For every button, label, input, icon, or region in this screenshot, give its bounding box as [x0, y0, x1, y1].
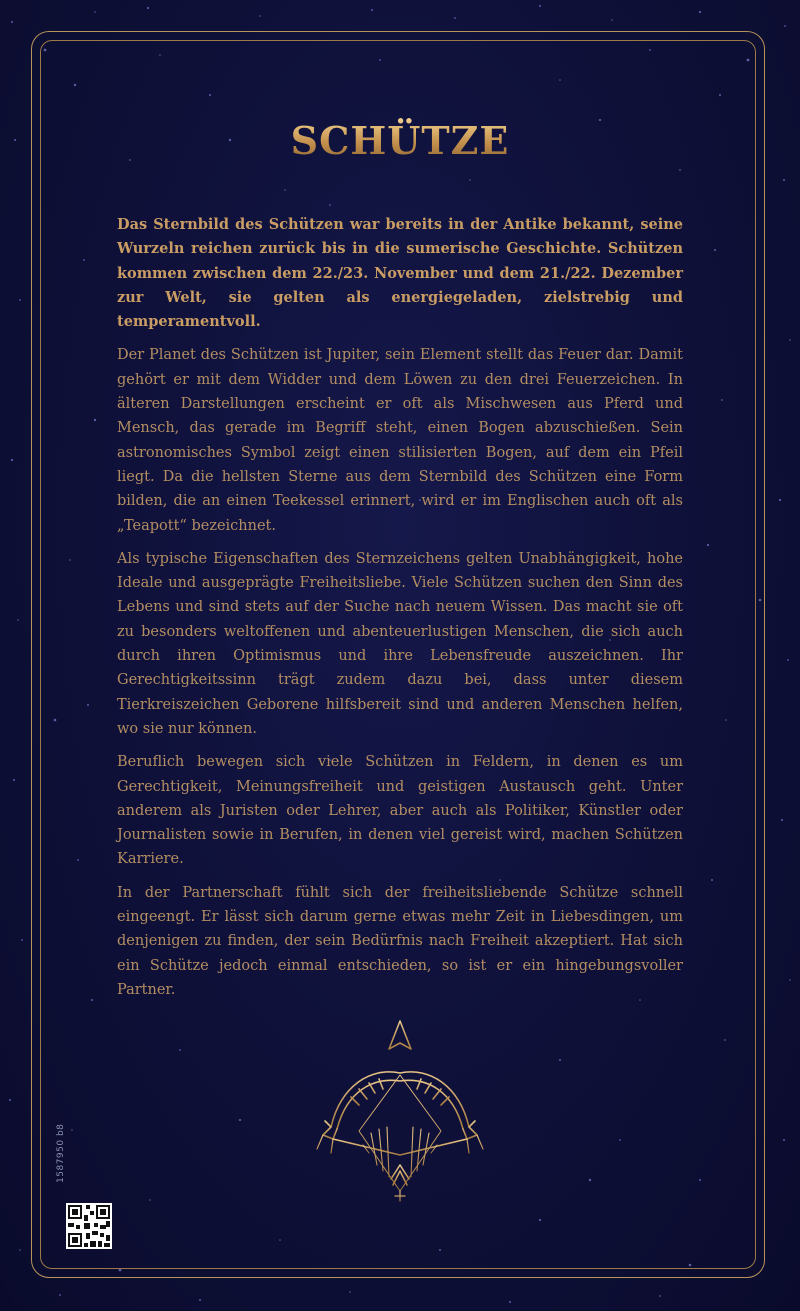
product-code: 1587950 b8	[56, 1123, 66, 1183]
card-title: SCHÜTZE	[0, 118, 800, 163]
intro-paragraph: Das Sternbild des Schützen war bereits in der Antike bekannt, seine Wurzeln reichen zurück bis in die sumerische Geschichte. Schützen kommen zwischen dem 22./23. November und dem 21./22. Dezember zur Welt, sie gelten als energiegeladen, zielstrebig und temperamentvoll.	[117, 216, 683, 331]
qr-code-icon	[66, 1203, 112, 1249]
card-text	[117, 213, 683, 1011]
partnership-paragraph: In der Partnerschaft fühlt sich der freiheitsliebende Schütze schnell eingeengt. Er lässt sich darum gerne etwas mehr Zeit in Liebesdingen, um denjenigen zu finden, der sein Bedürfnis nach Freiheit akzeptiert. Hat sich ein Schütze jedoch einmal entschieden, so ist er ein hingebungsvoller Partner.	[117, 884, 683, 998]
traits-paragraph: Als typische Eigenschaften des Sternzeichens gelten Unabhängigkeit, hohe Ideale und ausgeprägte Freiheitsliebe. Viele Schützen suchen den Sinn des Lebens und sind stets auf der Suche nach neuem Wissen. Das macht sie oft zu besonders weltoffenen und abenteuerlustigen Menschen, die sich auch durch ihren Optimismus und ihre Lebensfreude auszeichnen. Ihr Gerechtigkeitssinn trägt zudem dazu bei, dass unter diesem Tierkreiszeichen Geborene hilfsbereit sind und anderen Menschen helfen, wo sie nur können.	[117, 550, 683, 737]
planet-paragraph: Der Planet des Schützen ist Jupiter, sein Element stellt das Feuer dar. Damit gehört er mit dem Widder und dem Löwen zu den drei Feuerzeichen. In älteren Darstellungen erscheint er oft als Mischwesen aus Pferd und Mensch, das gerade im Begriff steht, einen Bogen abzuschießen. Sein astronomisches Symbol zeigt einen stilisierten Bogen, auf dem ein Pfeil liegt. Da die hellsten Sterne aus dem Sternbild des Schützen eine Form bilden, die an einen Teekessel erinnert, wird er im Englischen auch oft als „Teapott“ bezeichnet.	[117, 347, 683, 534]
sagittarius-bow-arrow-icon	[311, 1015, 489, 1203]
career-paragraph: Beruflich bewegen sich viele Schützen in Feldern, in denen es um Gerechtigkeit, Meinungsfreiheit und geistigen Austausch geht. Unter anderem als Juristen oder Lehrer, aber auch als Politiker, Künstler oder Journalisten sowie in Berufen, in denen viel gereist wird, machen Schützen Karriere.	[117, 754, 683, 868]
